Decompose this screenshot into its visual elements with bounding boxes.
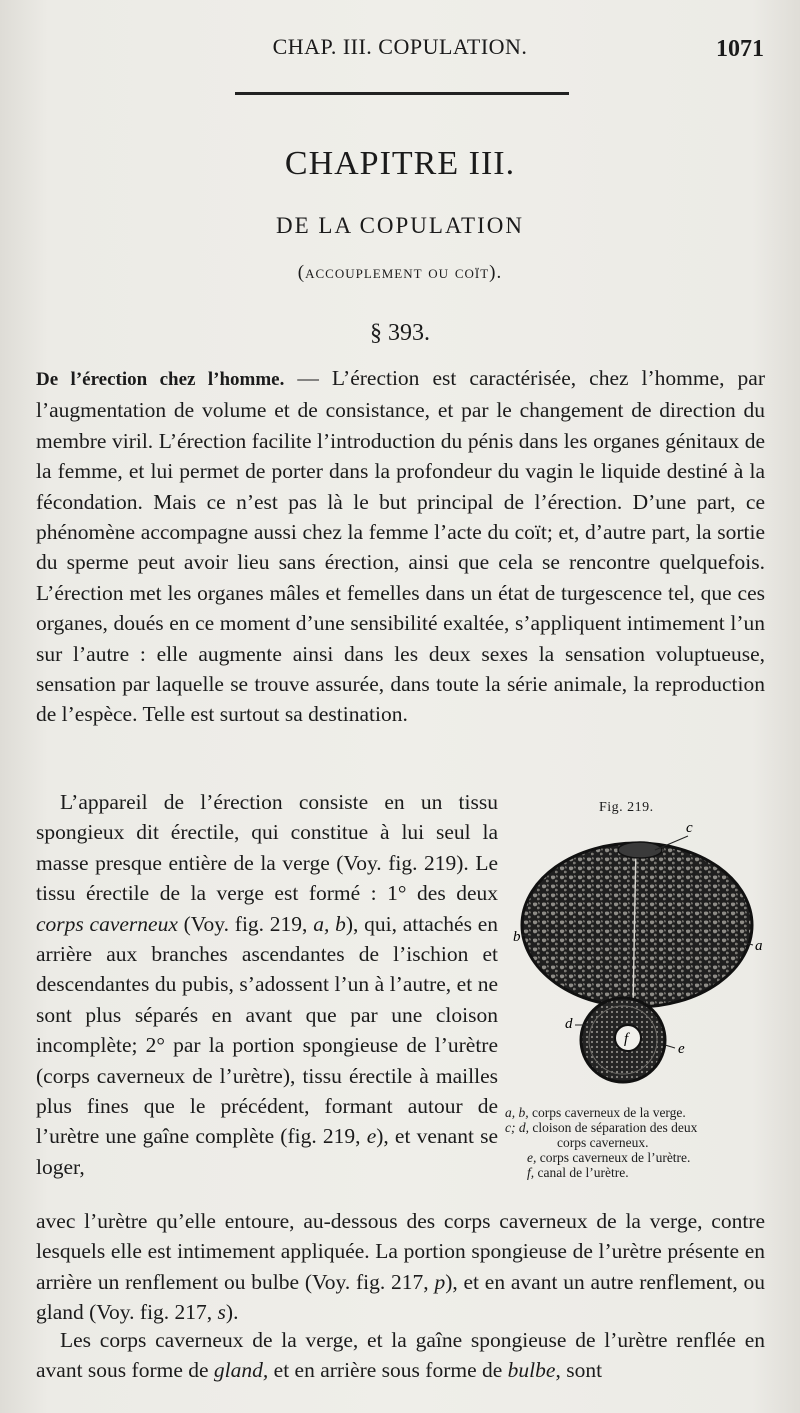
paragraph-apparatus-continued bbox=[36, 1206, 765, 1328]
running-title: CHAP. III. COPULATION. bbox=[272, 34, 528, 59]
italic-run: p bbox=[434, 1269, 446, 1294]
figure-label: Fig. 219. bbox=[599, 800, 654, 815]
figure-letter-c: c bbox=[686, 820, 693, 836]
chapter-title: CHAPITRE III. bbox=[284, 145, 516, 182]
italic-run: corps caverneux bbox=[36, 911, 178, 936]
penis-cross-section-illustration bbox=[505, 820, 770, 1100]
figure-letter-b: b bbox=[513, 929, 521, 945]
caption-line bbox=[505, 1150, 770, 1165]
caption-text: canal de l’urètre. bbox=[534, 1165, 629, 1180]
paragraph-erection bbox=[36, 363, 765, 730]
text-run: ), qui, attachés en arrière aux branches ascendantes de l’ischion et descendantes du pubis, s’adossent l’un à l’autre, et ne sont plus séparés en avant que par une cloison incomplète; 2° par la portion spongieuse de l’urètre (corps caverneux de l’urètre), tissu érectile à mailles plus fines que le précédent, formant autour de l’urètre une gaîne complète (fig. 219, bbox=[36, 911, 499, 1149]
caption-letters: f, bbox=[527, 1165, 535, 1180]
figure-219 bbox=[505, 800, 770, 1200]
text-run: L’appareil de l’érection consiste en un tissu spongieux dit érectile, qui constitue à lui seul la masse presque entière de la verge (Voy. fig. 219). Le tissu érectile de la verge est formé : 1° des deux bbox=[36, 790, 498, 906]
text-run: et en arrière sous forme de bbox=[268, 1358, 508, 1383]
figure-letter-a: a bbox=[755, 938, 763, 954]
italic-run: a, b bbox=[313, 911, 346, 936]
caption-line bbox=[505, 1105, 770, 1120]
text-run: ), et en avant un autre renflement, ou gland (Voy. fig. 217, bbox=[36, 1269, 765, 1325]
figure-letter-f: f bbox=[624, 1031, 629, 1047]
text-run: ), et venant se loger, bbox=[36, 1124, 498, 1179]
caption-line bbox=[505, 1120, 770, 1135]
caption-letters: c; d, bbox=[505, 1120, 529, 1135]
caption-line bbox=[505, 1165, 770, 1180]
paragraph-cavernous bbox=[36, 1325, 765, 1386]
italic-run: gland, bbox=[213, 1358, 269, 1383]
running-header bbox=[0, 34, 800, 64]
chapter-parenthetical: (accouplement ou coït). bbox=[297, 262, 503, 283]
caption-text: cloison de séparation des deux bbox=[529, 1120, 698, 1135]
text-run: Les corps caverneux de la verge, et la gaîne spongieuse de l’urètre renflée en avant sous forme de bbox=[36, 1328, 765, 1383]
caption-letters: a, b, bbox=[505, 1105, 529, 1120]
corpora-cavernosa bbox=[522, 843, 752, 1007]
page-number: 1071 bbox=[716, 36, 764, 62]
chapter-subtitle: DE LA COPULATION bbox=[276, 213, 524, 238]
figure-caption bbox=[505, 1105, 770, 1180]
italic-run: bulbe bbox=[507, 1358, 556, 1383]
text-run: ). bbox=[225, 1300, 239, 1325]
pointer-e bbox=[665, 1045, 675, 1048]
caption-text: corps caverneux de l’urètre. bbox=[536, 1150, 691, 1165]
figure-letter-d: d bbox=[565, 1016, 573, 1032]
caption-line: corps caverneux. bbox=[557, 1135, 649, 1150]
figure-letter-e: e bbox=[678, 1041, 685, 1057]
paragraph-lead: De l’érection chez l’homme. bbox=[36, 369, 285, 390]
paragraph-apparatus bbox=[36, 787, 498, 1182]
section-number: § 393. bbox=[370, 320, 430, 346]
text-run: (Voy. fig. 219, bbox=[177, 911, 314, 936]
text-run: , sont bbox=[555, 1358, 603, 1383]
text-run: avec l’urètre qu’elle entoure, au-dessous des corps caverneux de la verge, contre lesquels elle est intimement appliquée. La portion spongieuse de l’urètre présente en arrière un renflement ou bulbe (Voy. fig. 217, bbox=[36, 1209, 765, 1294]
caption-letters: e, bbox=[527, 1150, 537, 1165]
caption-text: corps caverneux de la verge. bbox=[528, 1105, 686, 1120]
italic-run: e bbox=[366, 1124, 377, 1149]
paragraph-text: — L’érection est caractérisée, chez l’homme, par l’augmentation de volume et de consistance, et par le changement de direction du membre viril. L’érection facilite l’introduction du pénis dans les organes génitaux de la femme, et lui permet de porter dans la profondeur du vagin le liquide destiné à la fécondation. Mais ce n’est pas là le but principal de l’érection. D’une part, ce phénomène accompagne aussi chez la femme l’acte du coït; et, d’autre part, la sortie du sperme peut avoir lieu sans érection, ainsi que cela se rencontre quelquefois. L’érection met les organes mâles et femelles dans un état de turgescence tel, que ces organes, doués en ce moment d’une sensibilité exaltée, s’appliquent intimement l’un sur l’autre : elle augmente ainsi dans les deux sexes la sensation voluptueuse, sensation par laquelle se trouve assurée, dans toute la série animale, la reproduction de l’espèce. Telle est surtout sa destination. bbox=[36, 366, 765, 727]
header-rule bbox=[235, 92, 569, 95]
italic-run: s bbox=[217, 1300, 226, 1325]
